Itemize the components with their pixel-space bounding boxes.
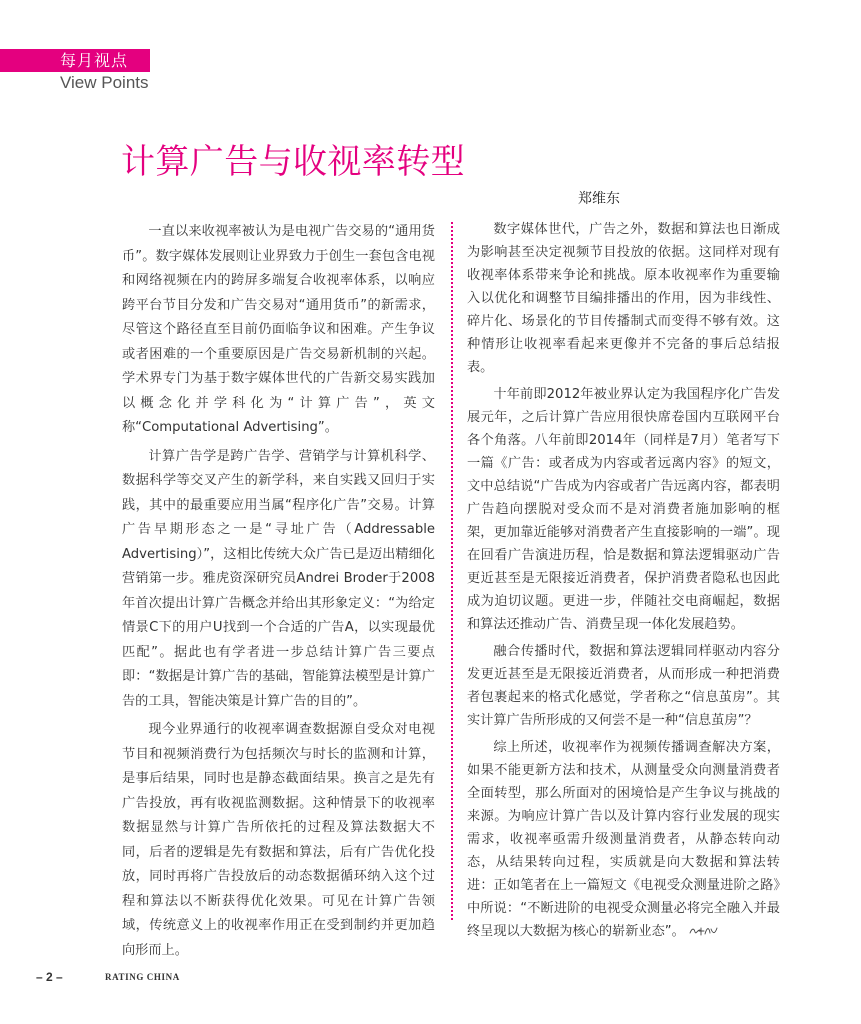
paragraph: 计算广告学是跨广告学、营销学与计算机科学、数据科学等交叉产生的新学科，来自实践又回归于实践，其中的最重要应用当属“程序化广告”交易。计算广告早期形态之一是“寻址广告（Addressable Advertising）”，这相比传统大众广告已是迈出精细化营销第一步。雅虎资深研究员Andrei Broder于2008年首次提出计算广告概念并给出其形象定义：“为给定情景C下的用户U找到一个合适的广告A，以实现最优匹配”。据此也有学者进一步总结计算广告三要点即：“数据是计算广告的基础，智能算法模型是计算广告的工具，智能决策是计算广告的目的”。 [122, 448, 435, 709]
paragraph: 数字媒体世代，广告之外，数据和算法也日渐成为影响甚至决定视频节目投放的依据。这同样对现有收视率体系带来争论和挑战。原本收视率作为重要输入以优化和调整节目编排播出的作用，因为非线性、碎片化、场景化的节目传播制式而变得不够有效。这种情形让收视率看起来更像并不完备的事后总结报表。 [467, 222, 780, 375]
paragraph: 一直以来收视率被认为是电视广告交易的“通用货币”。数字媒体发展则让业界致力于创生一套包含电视和网络视频在内的跨屏多端复合收视率体系，以响应跨平台节目分发和广告交易对“通用货币”的新需求，尽管这个路径直至目前仍面临争议和困难。产生争议或者困难的一个重要原因是广告交易新机制的兴起。学术界专门为基于数字媒体世代的广告新交易实践加以概念化并学科化为“计算广告”，英文称“Computational Advertising”。 [122, 224, 435, 435]
paragraph: 十年前即2012年被业界认定为我国程序化广告发展元年，之后计算广告应用很快席卷国内互联网平台各个角落。八年前即2014年（同样是7月）笔者写下一篇《广告：或者成为内容或者远离内容》的短文，文中总结说“广告成为内容或者广告远离内容，都表明广告趋向摆脱对受众而不是对消费者施加影响的框架，更加靠近能够对消费者产生直接影响的一端”。现在回看广告演进历程，恰是数据和算法逻辑驱动广告更近甚至是无限接近消费者，保护消费者隐私也因此成为迫切议题。更进一步，伴随社交电商崛起，数据和算法还推动广告、消费呈现一体化发展趋势。 [467, 387, 780, 632]
section-label-cn: 每月视点 [60, 51, 129, 70]
column-divider [451, 222, 453, 920]
signature-mark [689, 925, 719, 937]
left-column [122, 220, 435, 967]
page-number: – 2 – [36, 970, 63, 984]
right-column [467, 218, 780, 947]
article-author: 郑维东 [578, 191, 620, 207]
paragraph [467, 736, 780, 943]
paragraph: 融合传播时代，数据和算法逻辑同样驱动内容分发更近甚至是无限接近消费者，从而形成一种把消费者包裹起来的格式化感觉，学者称之“信息茧房”。其实计算广告所形成的又何尝不是一种“信息茧房”？ [467, 644, 780, 728]
publication-name: RATING CHINA [105, 972, 180, 982]
article-title: 计算广告与收视率转型 [121, 142, 465, 182]
section-banner [0, 49, 150, 72]
paragraph: 现今业界通行的收视率调查数据源自受众对电视节目和视频消费行为包括频次与时长的监测和计算，是事后结果，同时也是静态截面结果。换言之是先有广告投放，再有收视监测数据。这种情景下的收视率数据显然与计算广告所依托的过程及算法数据大不同，后者的逻辑是先有数据和算法，后有广告优化投放，同时再将广告投放后的动态数据循环纳入这个过程和算法以不断获得优化效果。可见在计算广告领域，传统意义上的收视率作用正在受到制约并更加趋向形而上。 [122, 722, 435, 958]
paragraph-text: 综上所述，收视率作为视频传播调查解决方案，如果不能更新方法和技术，从测量受众向测量消费者全面转型，那么所面对的困境恰是产生争议与挑战的来源。为响应计算广告以及计算内容行业发展的现实需求，收视率亟需升级测量消费者，从静态转向动态，从结果转向过程，实质就是向大数据和算法转进：正如笔者在上一篇短文《电视受众测量进阶之路》中所说：“不断进阶的电视受众测量必将完全融入并最终呈现以大数据为核心的崭新业态”。 [467, 740, 780, 939]
section-label-en: View Points [60, 73, 149, 92]
